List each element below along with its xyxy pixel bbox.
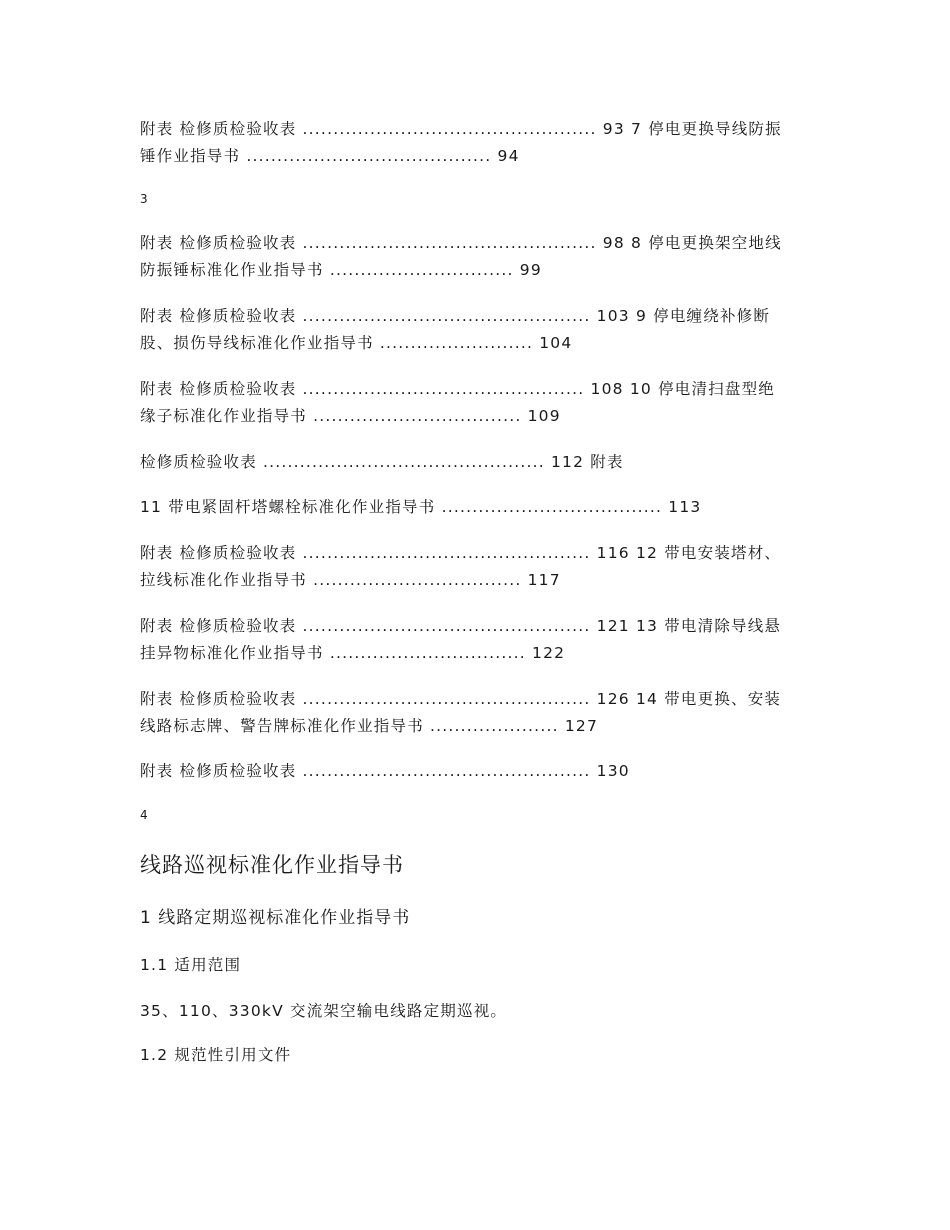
toc-line: 股、损伤导线标准化作业指导书 ......................... 104 [140, 334, 573, 352]
toc-line: 缘子标准化作业指导书 .................................. 109 [140, 407, 561, 425]
toc-entry [140, 686, 820, 740]
toc-line: 附表 检修质检验收表 ................................................ 93 7 停电更换导线防振 [140, 120, 782, 138]
chapter-title: 1 线路定期巡视标准化作业指导书 [140, 908, 411, 928]
toc-line: 11 带电紧固杆塔螺栓标准化作业指导书 .................................... 113 [140, 498, 702, 516]
toc-line: 锤作业指导书 ........................................ 94 [140, 147, 520, 165]
page-number: 3 [140, 192, 148, 206]
toc-entry [140, 303, 820, 357]
toc-line: 附表 检修质检验收表 ............................................... 116 12 带电安装塔材、 [140, 544, 782, 562]
toc-line: 拉线标准化作业指导书 .................................. 117 [140, 571, 561, 589]
toc-line: 附表 检修质检验收表 ................................................ 98 8 停电更换架空地线 [140, 234, 782, 252]
document-page [140, 0, 820, 1230]
subsection-title: 1.2 规范性引用文件 [140, 1046, 292, 1064]
toc-entry [140, 449, 820, 476]
toc-line: 线路标志牌、警告牌标准化作业指导书 ..................... 127 [140, 717, 599, 735]
toc-entry [140, 376, 820, 430]
toc-entry [140, 758, 820, 785]
toc-entry [140, 540, 820, 594]
toc-line: 挂异物标准化作业指导书 ................................ 122 [140, 644, 566, 662]
toc-entry [140, 230, 820, 284]
section-title: 线路巡视标准化作业指导书 [140, 853, 404, 877]
toc-line: 附表 检修质检验收表 ............................................... 130 [140, 762, 630, 780]
body-paragraph: 35、110、330kV 交流架空输电线路定期巡视。 [140, 1002, 508, 1020]
toc-line: 检修质检验收表 .............................................. 112 附表 [140, 453, 624, 471]
toc-entry [140, 494, 820, 521]
toc-line: 附表 检修质检验收表 ............................................... 126 14 带电更换、安装 [140, 690, 782, 708]
toc-line: 防振锤标准化作业指导书 .............................. 99 [140, 261, 542, 279]
toc-line: 附表 检修质检验收表 ............................................... 121 13 带电清除导线悬 [140, 617, 782, 635]
toc-entry [140, 116, 820, 170]
page-number: 4 [140, 808, 148, 822]
subsection-title: 1.1 适用范围 [140, 956, 242, 974]
toc-line: 附表 检修质检验收表 .............................................. 108 10 停电清扫盘型绝 [140, 380, 775, 398]
toc-line: 附表 检修质检验收表 ............................................... 103 9 停电缠绕补修断 [140, 307, 771, 325]
toc-entry [140, 613, 820, 667]
